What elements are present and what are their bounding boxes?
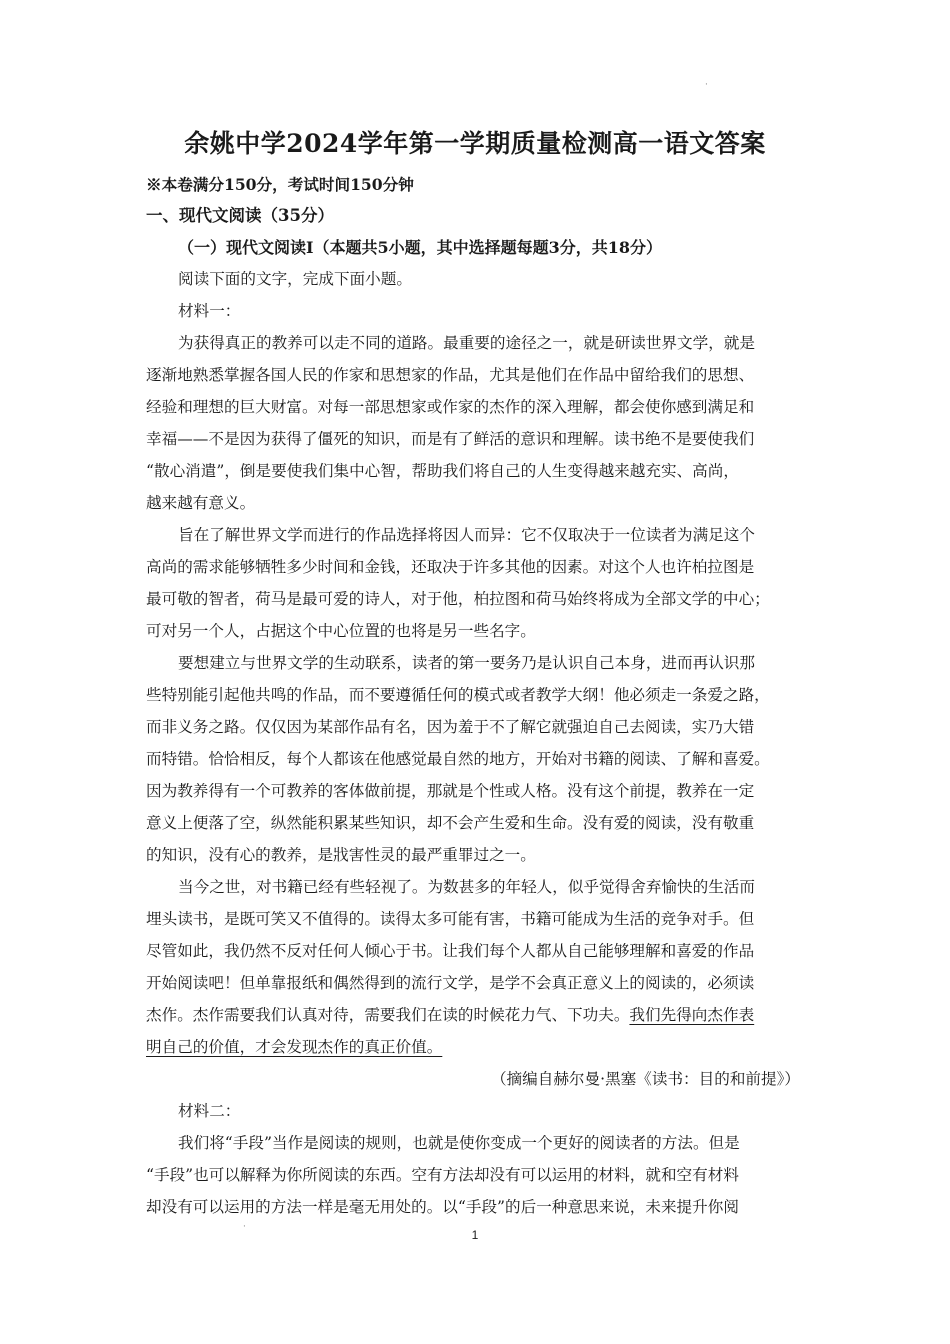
section-heading: 一、现代文阅读（35分） (146, 206, 334, 225)
source-citation: （摘编自赫尔曼·黑塞《读书：目的和前提》） (490, 1070, 800, 1088)
paragraph-line (146, 1005, 754, 1025)
paragraph-line: 为获得真正的教养可以走不同的道路。最重要的途径之一，就是研读世界文学，就是 (178, 334, 755, 352)
paragraph-line: 开始阅读吧！但单靠报纸和偶然得到的流行文学，是学不会真正意义上的阅读的，必须读 (146, 974, 755, 992)
scan-mark: · (705, 80, 708, 90)
section-subheading: （一）现代文阅读Ⅰ（本题共5小题，其中选择题每题3分，共18分） (178, 238, 663, 257)
paragraph-line: “散心消遣”，倒是要使我们集中心智，帮助我们将自己的人生变得越来越充实、高尚， (146, 462, 739, 480)
paragraph-line: 因为教养得有一个可教养的客体做前提，那就是个性或人格。没有这个前提，教养在一定 (146, 782, 755, 800)
paragraph-line: 最可敬的智者，荷马是最可爱的诗人，对于他，柏拉图和荷马始终将成为全部文学的中心； (146, 590, 770, 608)
paragraph-line: 高尚的需求能够牺牲多少时间和金钱，还取决于许多其他的因素。对这个人也许柏拉图是 (146, 558, 755, 576)
material-two-label: 材料二： (178, 1102, 241, 1120)
paragraph-text: 杰作。杰作需要我们认真对待，需要我们在读的时候花力气、下功夫。 (146, 1006, 630, 1024)
paragraph-line: 而特错。恰恰相反，每个人都该在他感觉最自然的地方，开始对书籍的阅读、了解和喜爱。 (146, 750, 770, 768)
paragraph-line: 些特别能引起他共鸣的作品，而不要遵循任何的模式或者教学大纲！他必须走一条爱之路， (146, 686, 770, 704)
instruction-text: 阅读下面的文字，完成下面小题。 (178, 270, 412, 288)
paragraph-line: 而非义务之路。仅仅因为某部作品有名，因为羞于不了解它就强迫自己去阅读，实乃大错 (146, 718, 755, 736)
paragraph-line: 旨在了解世界文学而进行的作品选择将因人而异：它不仅取决于一位读者为满足这个 (178, 526, 755, 544)
paragraph-line: 可对另一个人，占据这个中心位置的也将是另一些名字。 (146, 622, 536, 640)
paragraph-line: 逐渐地熟悉掌握各国人民的作家和思想家的作品，尤其是他们在作品中留给我们的思想、 (146, 366, 755, 384)
paragraph-line: 却没有可以运用的方法一样是毫无用处的。以“手段”的后一种意思来说，未来提升你阅 (146, 1198, 739, 1216)
scan-mark: · (243, 1222, 246, 1232)
underlined-sentence: 明自己的价值，才会发现杰作的真正价值。 (146, 1038, 443, 1056)
paragraph-line: 尽管如此，我仍然不反对任何人倾心于书。让我们每个人都从自己能够理解和喜爱的作品 (146, 942, 755, 960)
paragraph-line: 意义上便落了空，纵然能积累某些知识，却不会产生爱和生命。没有爱的阅读，没有敬重 (146, 814, 755, 832)
paragraph-line: 当今之世，对书籍已经有些轻视了。为数甚多的年轻人，似乎觉得舍弃愉快的生活而 (178, 878, 755, 896)
paragraph-line: 要想建立与世界文学的生动联系，读者的第一要务乃是认识自己本身，进而再认识那 (178, 654, 755, 672)
paragraph-line: 经验和理想的巨大财富。对每一部思想家或作家的杰作的深入理解，都会使你感到满足和 (146, 398, 755, 416)
paragraph-line: 幸福——不是因为获得了僵死的知识，而是有了鲜活的意识和理解。读书绝不是要使我们 (146, 430, 755, 448)
paragraph-line: 越来越有意义。 (146, 494, 256, 512)
paragraph-line: 的知识，没有心的教养，是戕害性灵的最严重罪过之一。 (146, 846, 536, 864)
page-title: 余姚中学2024学年第一学期质量检测高一语文答案 (184, 129, 766, 158)
material-one-label: 材料一： (178, 302, 241, 320)
underlined-sentence: 我们先得向杰作表 (629, 1006, 755, 1024)
paragraph-line: 埋头读书，是既可笑又不值得的。读得太多可能有害，书籍可能成为生活的竞争对手。但 (146, 910, 755, 928)
page-number: 1 (471, 1228, 479, 1242)
exam-note: ※本卷满分150分，考试时间150分钟 (146, 175, 414, 194)
paragraph-line: “手段”也可以解释为你所阅读的东西。空有方法却没有可以运用的材料，就和空有材料 (146, 1166, 739, 1184)
paragraph-line: 我们将“手段”当作是阅读的规则，也就是使你变成一个更好的阅读者的方法。但是 (178, 1134, 740, 1152)
